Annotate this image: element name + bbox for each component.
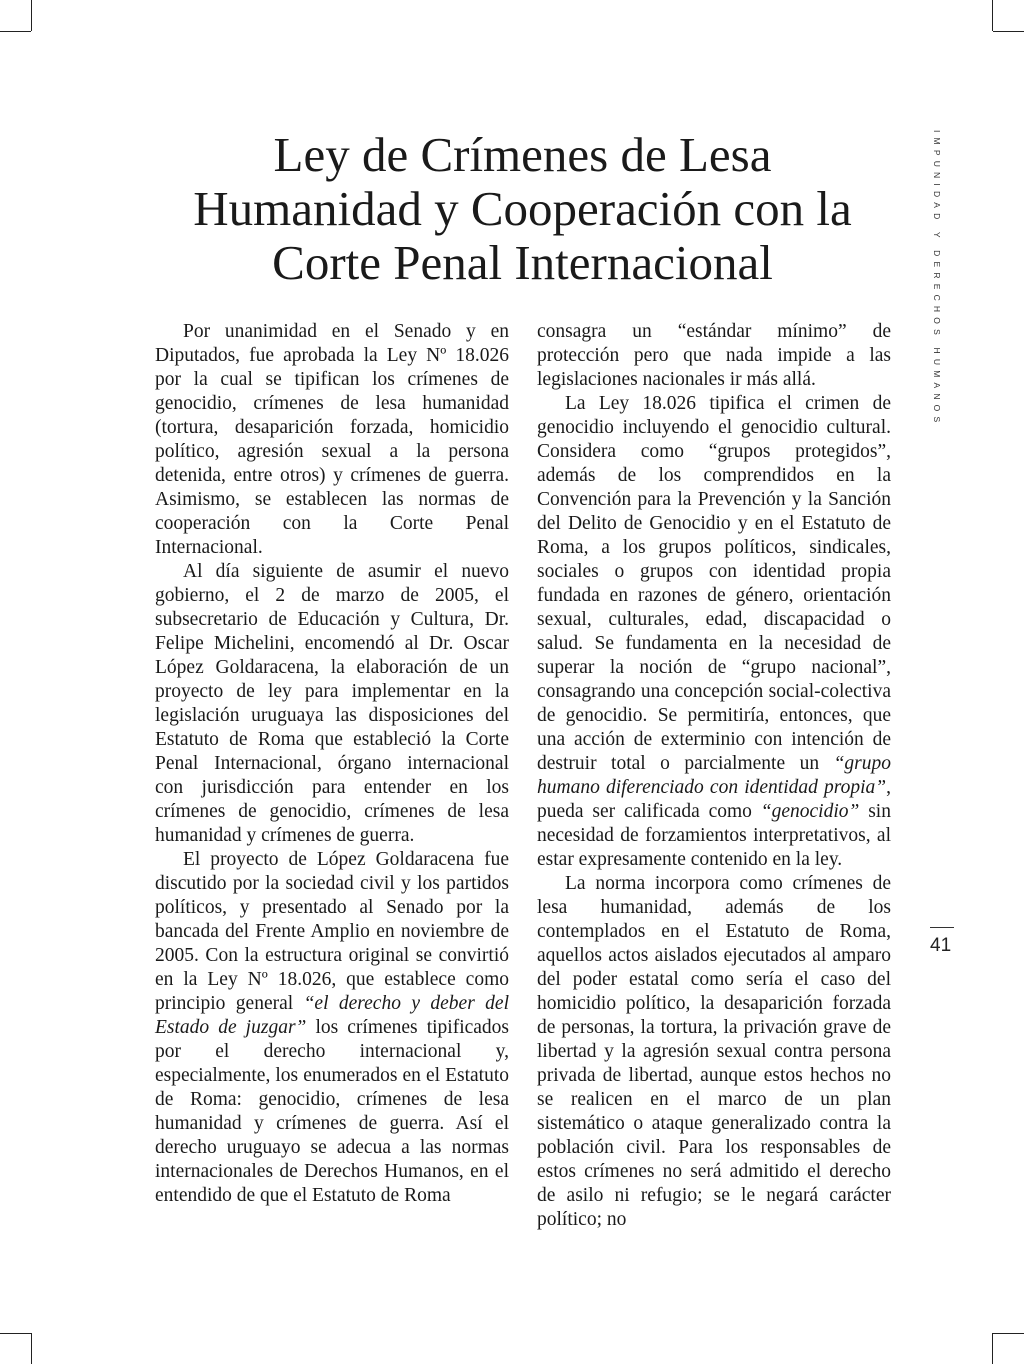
title-line-1: Ley de Crímenes de Lesa — [273, 127, 772, 182]
crop-mark-top-left-v — [31, 0, 32, 31]
italic-quote-grupo: “grupo humano diferenciado con identidad propia” — [537, 753, 891, 798]
paragraph-genocide-text-c: sin necesidad de forzamientos interpretativos, al estar expresamente contenido en la ley. — [537, 801, 891, 870]
page-number: 41 — [930, 935, 952, 956]
paragraph-history: Al día siguiente de asumir el nuevo gobierno, el 2 de marzo de 2005, el subsecretario de Educación y Cultura, Dr. Felipe Michelini, encomendó al Dr. Oscar López Goldaracena, la elaboración de un proyecto de ley para implementar en la legislación uruguaya las disposiciones del Estatuto de Roma que estableció la Corte Penal Internacional, órgano internacional con jurisdicción para entender en los crímenes de genocidio, crímenes de lesa humanidad y crímenes de guerra. — [155, 561, 509, 846]
paragraph-genocide-text-a: La Ley 18.026 tipifica el crimen de genocidio incluyendo el genocidio cultural. Considera como “grupos protegidos”, además de los comprendidos en la Convención para la Prevención y la Sanción del Delito de Genocidio y en el Estatuto de Roma, a los grupos políticos, sindicales, sociales o grupos con identidad propia fundada en razones de género, orientación sexual, culturales, edad, discapacidad o salud. Se fundamenta en la necesidad de superar la noción de “grupo nacional”, consagrando una concepción social-colectiva de genocidio. Se permitiría, entonces, que una acción de exterminio con intención de destruir total o parcialmente un — [537, 393, 891, 774]
article-title — [150, 128, 895, 290]
paragraph-project-text-a: El proyecto de López Goldaracena fue discutido por la sociedad civil y los partidos políticos, y presentado al Senado por la bancada del Frente Amplio en noviembre de 2005. Con la estructura original se convirtió en la Ley Nº 18.026, que establece como principio general — [155, 849, 509, 1014]
left-column — [155, 320, 509, 1208]
title-line-3: Corte Penal Internacional — [272, 235, 773, 290]
crop-mark-top-left-h — [0, 31, 31, 32]
crop-mark-bottom-right-h — [993, 1333, 1024, 1334]
paragraph-intro: Por unanimidad en el Senado y en Diputados, fue aprobada la Ley Nº 18.026 por la cual se tipifican los crímenes de genocidio, crímenes de lesa humanidad (tortura, desaparición forzada, homicidio político, agresión sexual a la persona detenida, entre otros) y crímenes de guerra. Asimismo, se establecen las normas de cooperación con la Corte Penal Internacional. — [155, 321, 509, 558]
folio-rule — [930, 927, 954, 928]
crop-mark-top-right-v — [992, 0, 993, 31]
title-line-2: Humanidad y Cooperación con la — [193, 181, 852, 236]
right-column — [537, 320, 891, 1232]
running-head: IMPUNIDAD Y DERECHOS HUMANOS — [932, 130, 942, 428]
italic-quote-derecho: “el derecho y deber del Estado de juzgar” — [155, 993, 509, 1038]
paragraph-continuation: consagra un “estándar mínimo” de protección pero que nada impide a las legislaciones nacionales ir más allá. — [537, 321, 891, 390]
paragraph-project-text-b: los crímenes tipificados por el derecho internacional y, especialmente, los enumerados en el Estatuto de Roma: genocidio, crímenes de lesa humanidad y crímenes de guerra. Así el derecho uruguayo se adecua a las normas internacionales de Derechos Humanos, en el entendido de que el Estatuto de Roma — [155, 1017, 510, 1206]
paragraph-project — [155, 848, 509, 1208]
crop-mark-bottom-right-v — [992, 1333, 993, 1364]
paragraph-genocide — [537, 392, 891, 872]
italic-quote-genocidio: “genocidio” — [760, 801, 860, 822]
crop-mark-bottom-left-v — [31, 1333, 32, 1364]
paragraph-genocide-text-b: , pueda ser calificada como — [537, 777, 891, 822]
paragraph-lesa-humanidad: La norma incorpora como crímenes de lesa humanidad, además de los contemplados en el Estatuto de Roma, aquellos actos aislados ejecutados al amparo del poder estatal como sería el caso del homicidio político, la desaparición forzada de personas, la tortura, la privación grave de libertad y la agresión sexual contra persona privada de libertad, aunque estos hechos no se realicen en el marco de un plan sistemático o ataque generalizado contra la población civil. Para los responsables de estos crímenes no será admitido el derecho de asilo ni refugio; se le negará carácter político; no — [537, 873, 891, 1230]
crop-mark-top-right-h — [993, 31, 1024, 32]
crop-mark-bottom-left-h — [0, 1333, 31, 1334]
